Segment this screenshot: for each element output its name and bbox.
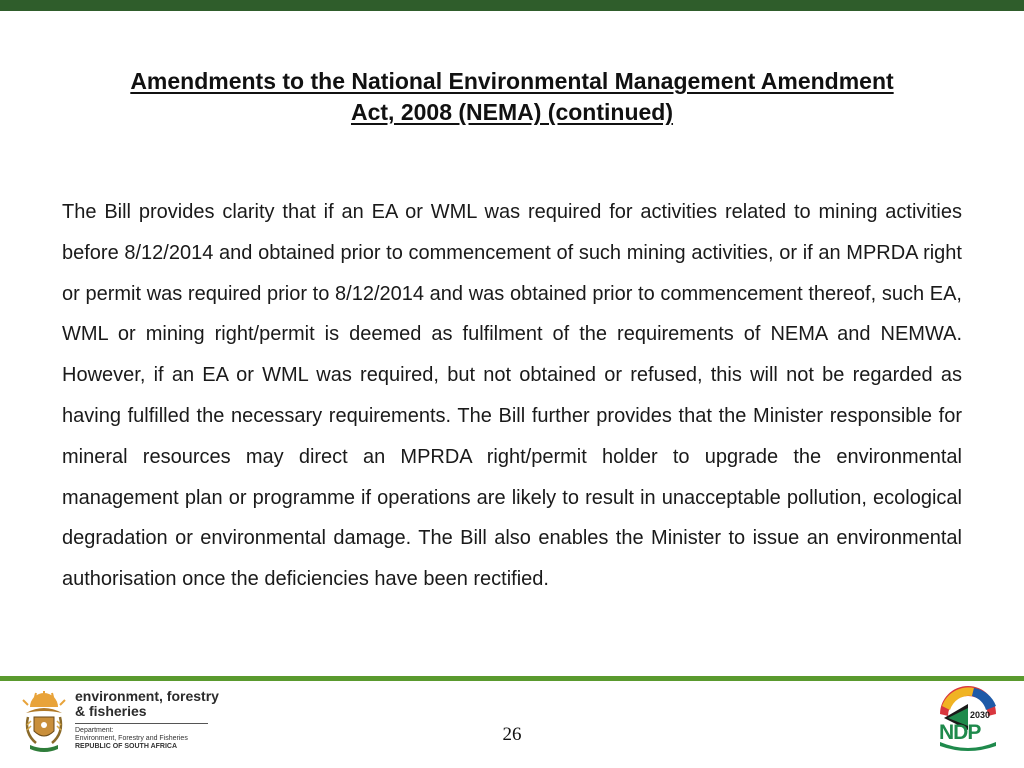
country-name: REPUBLIC OF SOUTH AFRICA xyxy=(75,743,178,750)
department-name-line2: & fisheries xyxy=(75,703,147,719)
slide-title xyxy=(60,66,964,128)
ndp-year: 2030 xyxy=(970,710,991,720)
department-name-line1: environment, forestry xyxy=(75,688,219,704)
page-number: 26 xyxy=(502,724,522,745)
ndp-text: NDP xyxy=(939,721,981,744)
department-label: Department: xyxy=(75,727,114,734)
department-full-name: Environment, Forestry and Fisheries xyxy=(75,735,188,742)
slide-body-text: The Bill provides clarity that if an EA or WML was required for activities related to mining activities before 8/12/2014 and obtained prior to commencement of such mining activities, or if an MPRDA right or permit was required prior to 8/12/2014 and was obtained prior to commencement thereof, such EA, WML or mining right/permit is deemed as fulfilment of the requirements of NEMA and NEMWA. However, if an EA or WML was required, but not obtained or refused, this will not be regarded as having fulfilled the necessary requirements. The Bill further provides that the Minister responsible for mineral resources may direct an MPRDA right/permit holder to upgrade the environmental management plan or programme if operations are likely to result in unacceptable pollution, ecological degradation or environmental damage. The Bill also enables the Minister to issue an environmental authorisation once the deficiencies have been rectified. xyxy=(62,201,962,591)
ndp-2030-logo xyxy=(934,684,1002,752)
department-logo xyxy=(22,689,222,757)
slide-title-line1: Amendments to the National Environmental Management Amendment xyxy=(130,68,894,94)
footer-divider xyxy=(0,676,1024,681)
south-africa-coat-of-arms-icon xyxy=(22,691,66,755)
slide-title-line2: Act, 2008 (NEMA) (continued) xyxy=(350,99,674,125)
department-rule xyxy=(75,723,208,724)
top-bar xyxy=(0,0,1024,11)
